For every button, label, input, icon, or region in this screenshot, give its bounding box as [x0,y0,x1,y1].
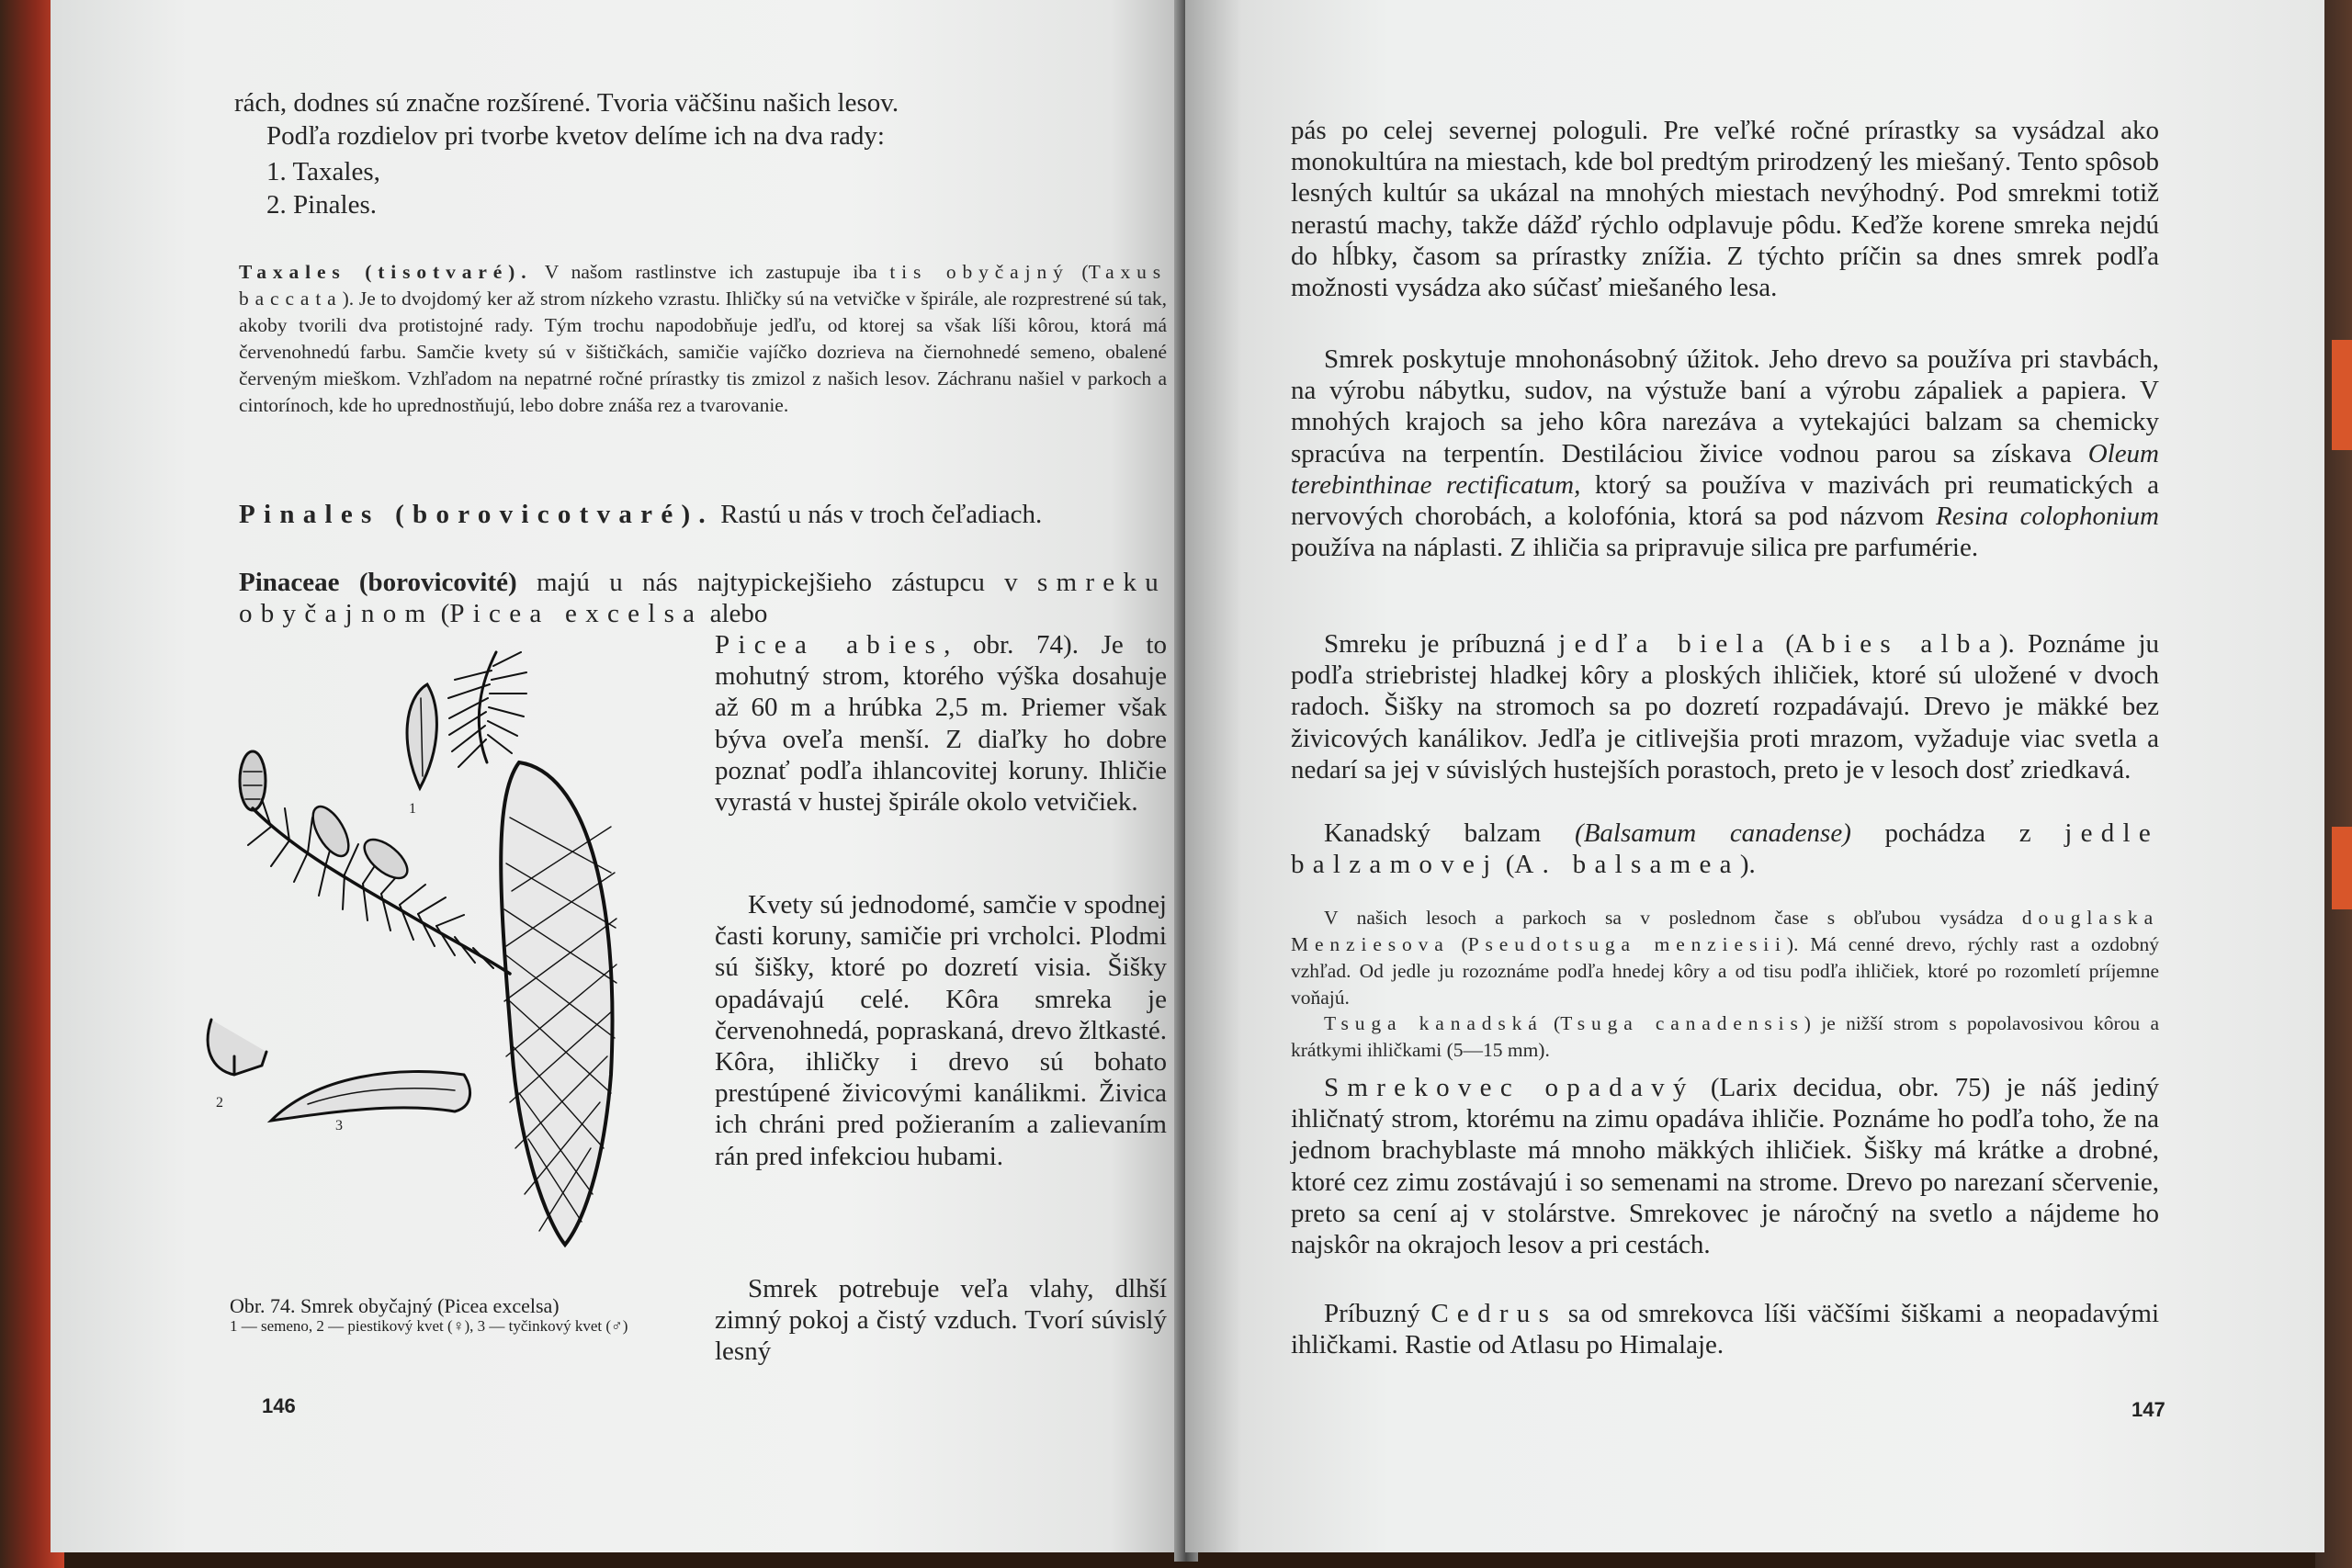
paragraph: Smreku je príbuzná jedľa biela (Abies alba). Poznáme ju podľa striebristej hladkej kôry a ploských ihličiek, ktoré sú uložené v dvoch radoch. Šišky na stromoch sa po dozretí rozpadávajú. Drevo je mäkké bez živicových kanálikov. Jedľa je citlivejšia proti mrazom, vyžaduje viac svetla a nedarí sa jej v súvislých hustejších porastoch, preto je v lesoch dosť zriedkavá. [1291,629,2160,784]
list-item: 2. Pinales. [266,190,378,220]
pinaceae-continued: Picea abies, obr. 74). Je to mohutný strom, ktorého výška dosahuje až 60 m a hrúbka 2,5 m. Priemer však býva oveľa menší. Z diaľky ho dobre poznať podľa ihlancovitej koruny. Ihličie vyrastá v hustej špirále okolo vetvičiek. [715,630,1167,818]
paragraph: Príbuzný Cedrus sa od smrekovca líši väčšími šiškami a neopadavými ihličkami. Rastie od Atlasu po Himalaje. [1291,1299,2160,1360]
page-number: 147 [2132,1398,2165,1421]
pinales-paragraph: Pinales (borovicotvaré). Rastú u nás v troch čeľadiach. [239,500,1043,529]
right-page [1185,0,2324,1552]
paragraph: Smrek poskytuje mnohonásobný úžitok. Jeho drevo sa používa pri stavbách, na výrobu nábytku, sudov, na výstuže baní a výrobu zápaliek a papiera. V mnohých krajoch sa jeho kôra narezáva a vytekajúci balzam sa chemicky spracúva na terpentín. Destiláciou živice vodnou parou sa získava Oleum terebinthinae rectificatum, ktorý sa používa v mazivách pri reumatických a nervových chorobách, a kolofónia, ktorá sa pod názvom Resina colophonium používa na náplasti. Z ihličia sa pripravuje silica pre parfumérie. [1291,344,2160,563]
page-tab-marker [2332,827,2352,909]
figure-caption [230,1295,698,1336]
list-item: 1. Taxales, [266,157,380,186]
paragraph: rách, dodnes sú značne rozšírené. Tvoria väčšinu našich lesov. [234,88,899,118]
pinaceae-paragraph: Pinaceae (borovicovité) majú u nás najtypickejšieho zástupcu v smreku obyčajnom (Picea excelsa alebo [239,568,1167,629]
small-paragraph: Tsuga kanadská (Tsuga canadensis) je nižší strom s popolavosivou kôrou a krátkymi ihličkami (5—15 mm). [1291,1012,2159,1061]
pinaceae-heading: Pinaceae (borovicovité) [239,568,517,597]
pinales-heading: Pinales (borovicotvaré). [239,500,714,529]
paragraph: pás po celej severnej pologuli. Pre veľké ročné prírastky sa vysádzal ako monokultúra na miestach, kde bol predtým prirodzený les miešaný. Tento spôsob lesných kultúr sa ukázal na mnohých miestach nevýhodný. Pod smrekmi totiž nerastú machy, takže dážď rýchlo odplavuje pôdu. Keďže korene smreka nejdú do hĺbky, časom sa prírastky znížia. Z týchto príčin sa dnes smrek podľa možnosti vysádza ako súčasť miešaného lesa. [1291,116,2159,303]
page-number: 146 [262,1394,296,1417]
paragraph: Podľa rozdielov pri tvorbe kvetov delíme ich na dva rady: [266,121,885,151]
page-tab-marker [2332,340,2352,450]
caption-title: Obr. 74. Smrek obyčajný (Picea excelsa) [230,1294,560,1317]
figure-label: 3 [335,1118,343,1134]
paragraph: Kanadský balzam (Balsamum canadense) pochádza z jedle balzamovej (A. balsamea). [1291,818,2160,880]
spruce-illustration [179,634,703,1277]
figure-label: 1 [409,801,416,817]
paragraph: Smrek potrebuje veľa vlahy, dlhší zimný pokoj a čistý vzduch. Tvorí súvislý lesný [715,1274,1167,1367]
figure-label: 2 [216,1095,223,1111]
caption-legend: 1 — semeno, 2 — piestikový kvet (♀), 3 — tyčinkový kvet (♂) [230,1317,628,1335]
paragraph: Kvety sú jednodomé, samčie v spodnej časti koruny, samičie pri vrcholci. Plodmi sú šišky, ktoré po dozretí visia. Šišky opadávajú celé. Kôra smreka je červenohnedá, popraskaná, drevo žltkasté. Kôra, ihličky i drevo sú bohato prestúpené živicovými kanálikmi. Živica ich chráni pred požieraním a zalievaním rán pred infekciou hubami. [715,890,1167,1171]
small-paragraph: V našich lesoch a parkoch sa v poslednom čase s obľubou vysádza douglaska Menziesova (Pseudotsuga menziesii). Má cenné drevo, rýchly rast a ozdobný vzhľad. Od jedle ju rozoznáme podľa hnedej kôry a od tisu podľa ihličiek, ktoré po rozomletí príjemne voňajú. [1291,907,2159,1009]
paragraph: Smrekovec opadavý (Larix decidua, obr. 75) je náš jediný ihličnatý strom, ktorému na zimu opadáva ihličie. Poznáme ho podľa toho, že na jednom brachyblaste má mnoho mäkkých ihličiek. Šišky má krátke a drobné, ktoré cez zimu zostávajú i so semenami na strome. Drevo po narezaní sčervenie, preto sa cení aj v stolárstve. Smrekovec je náročný na svetlo a nájdeme ho najskôr na okrajoch lesov a pri cestách. [1291,1073,2159,1260]
taxales-heading: Taxales (tisotvaré). [239,261,533,283]
taxales-paragraph: Taxales (tisotvaré). V našom rastlinstve ich zastupuje iba tis obyčajný (Taxus baccata). Je to dvojdomý ker až strom nízkeho vzrastu. Ihličky sú na vetvičke v špirále, ale rozprestrené sú tak, akoby tvorili dva protistojné rady. Tým trochu napodobňuje jedľu, od ktorej sa však líši kôrou, ktorá má červenohnedú farbu. Samčie kvety sú v šištičkách, samičie vajíčko dozrieva na čiernohnedé semeno, obalené červeným mieškom. Vzhľadom na nepatrné ročné prírastky tis zmizol z našich lesov. Záchranu našiel v parkoch a cintorínoch, kde ho uprednostňujú, lebo dobre znáša rez a tvarovanie. [239,261,1168,416]
left-page [51,0,1190,1552]
